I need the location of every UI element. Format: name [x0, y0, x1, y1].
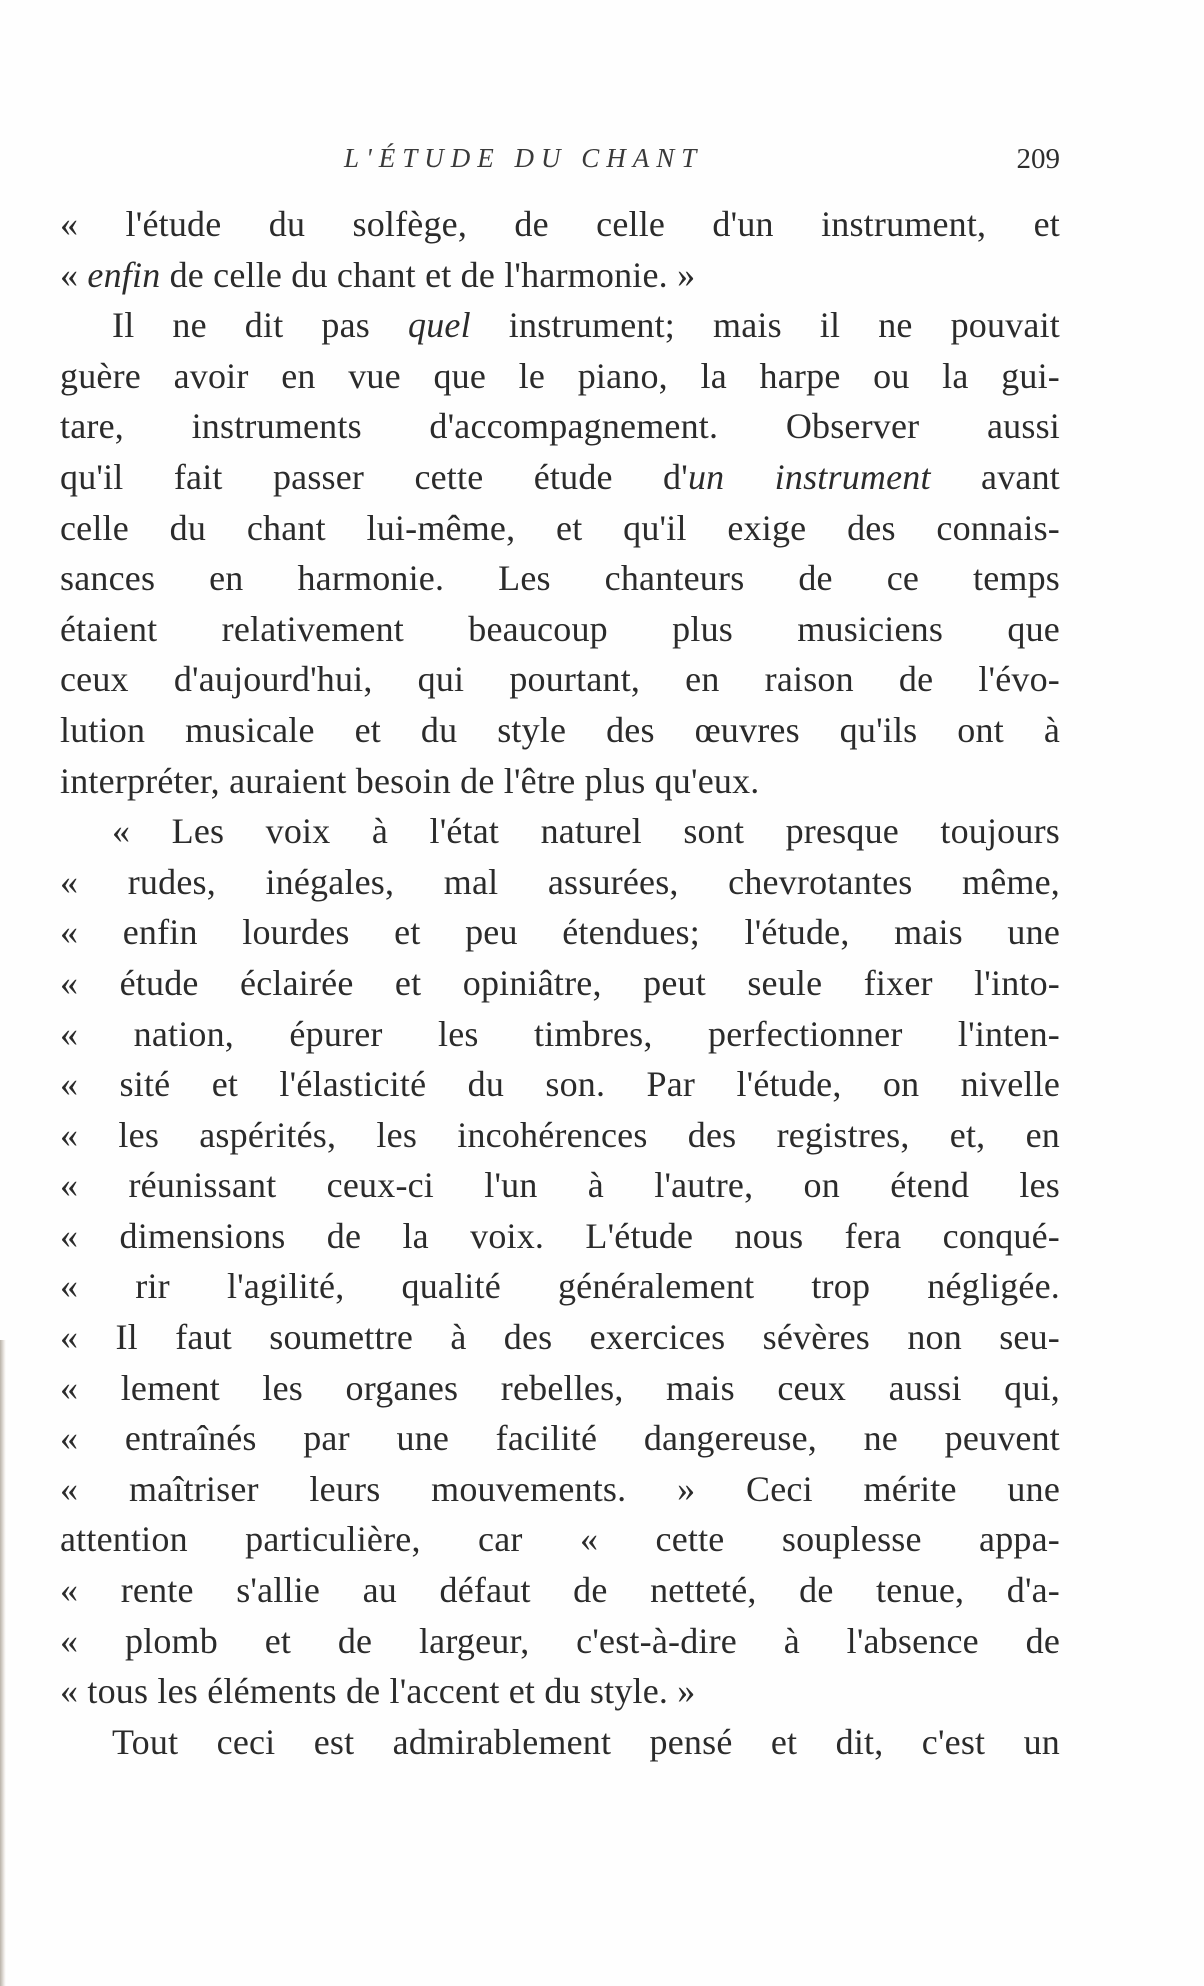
- italic-span: quel: [408, 305, 471, 346]
- text-line: « entraînés par une facilité dangereuse, ne peuvent: [60, 1418, 1060, 1459]
- paragraph-first-line: « Les voix à l'état naturel sont presque toujours: [112, 811, 1060, 852]
- page-edge-shadow: [0, 1340, 6, 1986]
- running-title: L'ÉTUDE DU CHANT: [344, 143, 704, 173]
- text-line: étaient relativement beaucoup plus musiciens que: [60, 608, 1060, 649]
- text-line: « rente s'allie au défaut de netteté, de tenue, d'a-: [60, 1570, 1060, 1611]
- text-line: lution musicale et du style des œuvres qu'ils ont à: [60, 709, 1060, 750]
- running-head: [60, 143, 1060, 183]
- text-line: guère avoir en vue que le piano, la harpe ou la gui-: [60, 355, 1060, 396]
- text-line: [60, 452, 1060, 503]
- text-line: « plomb et de largeur, c'est-à-dire à l'absence de: [60, 1620, 1060, 1661]
- text-line: « maîtriser leurs mouvements. » Ceci mérite une: [60, 1468, 1060, 1509]
- text-line: tare, instruments d'accompagnement. Observer aussi: [60, 406, 1060, 447]
- text-line: « rudes, inégales, mal assurées, chevrotantes même,: [60, 861, 1060, 902]
- paragraph-first-line: [60, 300, 1060, 351]
- text-line: « l'étude du solfège, de celle d'un instrument, et: [60, 204, 1060, 244]
- text-line: « enfin lourdes et peu étendues; l'étude, mais une: [60, 912, 1060, 953]
- text-line: « sité et l'élasticité du son. Par l'étude, on nivelle: [60, 1064, 1060, 1105]
- text-span: qu'il fait passer cette étude d': [60, 456, 688, 497]
- body-text: [60, 199, 1060, 1767]
- text-line: « les aspérités, les incohérences des registres, et, en: [60, 1114, 1060, 1155]
- text-line: [60, 250, 1060, 301]
- text-span: «: [60, 254, 88, 295]
- text-line: « dimensions de la voix. L'étude nous fera conqué-: [60, 1215, 1060, 1256]
- text-line: « Il faut soumettre à des exercices sévères non seu-: [60, 1317, 1060, 1358]
- text-line: celle du chant lui-même, et qu'il exige des connais-: [60, 507, 1060, 548]
- text-span: de celle du chant et de l'harmonie. »: [160, 254, 696, 295]
- text-span: avant: [930, 456, 1060, 497]
- text-line: « nation, épurer les timbres, perfectionner l'inten-: [60, 1013, 1060, 1054]
- paragraph-first-line: Tout ceci est admirablement pensé et dit, c'est un: [112, 1721, 1060, 1762]
- italic-span: enfin: [87, 254, 161, 295]
- italic-span: un instrument: [687, 456, 931, 497]
- text-line: interpréter, auraient besoin de l'être plus qu'eux.: [60, 760, 760, 801]
- text-line: « lement les organes rebelles, mais ceux aussi qui,: [60, 1367, 1060, 1408]
- text-line: ceux d'aujourd'hui, qui pourtant, en raison de l'évo-: [60, 659, 1060, 700]
- text-line: « réunissant ceux-ci l'un à l'autre, on étend les: [60, 1165, 1060, 1206]
- text-line: sances en harmonie. Les chanteurs de ce temps: [60, 558, 1060, 599]
- text-span: Il ne dit pas: [112, 305, 409, 346]
- text-line: attention particulière, car « cette souplesse appa-: [60, 1519, 1060, 1560]
- text-line: « tous les éléments de l'accent et du style. »: [60, 1671, 696, 1712]
- text-line: « rir l'agilité, qualité généralement trop négligée.: [60, 1266, 1060, 1307]
- page-number: 209: [1016, 143, 1060, 175]
- text-span: instrument; mais il ne pouvait: [470, 305, 1060, 346]
- text-line: « étude éclairée et opiniâtre, peut seule fixer l'into-: [60, 962, 1060, 1003]
